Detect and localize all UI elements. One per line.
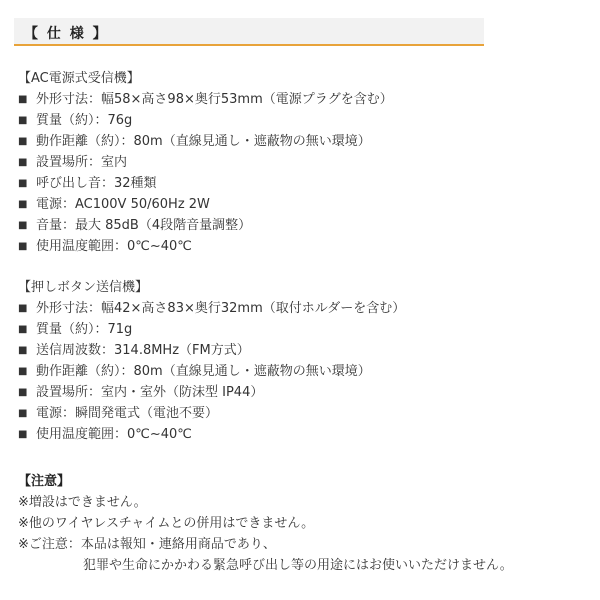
bullet-icon: ■ [18,241,28,252]
bullet-icon: ■ [18,324,28,335]
spec-text: 動作距離（約）：80m（直線見通し・遮蔽物の無い環境） [36,134,371,149]
spec-item [18,110,588,131]
bullet-icon: ■ [18,387,28,398]
spec-text: 外形寸法：幅58×高さ98×奥行53mm（電源プラグを含む） [36,92,393,107]
notes-section [18,471,588,576]
receiver-spec-list [18,89,588,257]
bullet-icon: ■ [18,178,28,189]
bullet-icon: ■ [18,94,28,105]
spec-text: 外形寸法：幅42×高さ83×奥行32mm（取付ホルダーを含む） [36,301,406,316]
note-line: ※他のワイヤレスチャイムとの併用はできません。 [18,516,315,531]
spec-text: 呼び出し音：32種類 [36,176,157,191]
receiver-section [18,68,588,257]
spec-item [18,340,588,361]
notes-title: 【注意】 [18,474,71,489]
spec-text: 質量（約）：76g [36,113,133,128]
bullet-icon: ■ [18,366,28,377]
note-line: ※ご注意：本品は報知・連絡用商品であり、 [18,537,276,552]
spec-text: 使用温度範囲：0℃~40℃ [36,427,192,442]
spec-item [18,361,588,382]
spec-item [18,131,588,152]
spec-text: 設置場所：室内・室外（防沫型 IP44） [36,385,264,400]
spec-text: 使用温度範囲：0℃~40℃ [36,239,192,254]
spec-item [18,298,588,319]
receiver-title: 【AC電源式受信機】 [18,71,140,86]
bullet-icon: ■ [18,136,28,147]
spec-item [18,152,588,173]
transmitter-spec-list [18,298,588,445]
transmitter-section [18,277,588,445]
bullet-icon: ■ [18,220,28,231]
spec-item [18,236,588,257]
bullet-icon: ■ [18,408,28,419]
spec-text: 送信周波数：314.8MHz（FM方式） [36,343,250,358]
spec-text: 動作距離（約）：80m（直線見通し・遮蔽物の無い環境） [36,364,371,379]
spec-item [18,403,588,424]
spec-text: 質量（約）：71g [36,322,133,337]
spec-text: 電源：AC100V 50/60Hz 2W [36,197,210,212]
spec-text: 設置場所：室内 [36,155,128,170]
spec-item [18,89,588,110]
spec-text: 電源：瞬間発電式（電池不要） [36,406,219,421]
transmitter-title: 【押しボタン送信機】 [18,280,149,295]
note-line: 犯罪や生命にかかわる緊急呼び出し等の用途にはお使いいただけません。 [83,558,513,573]
spec-item [18,194,588,215]
spec-header-title: 【 仕 様 】 [24,26,109,42]
spec-header-bar [14,18,484,46]
spec-item [18,215,588,236]
spec-item [18,424,588,445]
bullet-icon: ■ [18,429,28,440]
spec-text: 音量：最大 85dB（4段階音量調整） [36,218,252,233]
bullet-icon: ■ [18,199,28,210]
spec-item [18,173,588,194]
bullet-icon: ■ [18,157,28,168]
bullet-icon: ■ [18,345,28,356]
note-line: ※増設はできません。 [18,495,147,510]
bullet-icon: ■ [18,115,28,126]
bullet-icon: ■ [18,303,28,314]
spec-item [18,382,588,403]
spec-item [18,319,588,340]
